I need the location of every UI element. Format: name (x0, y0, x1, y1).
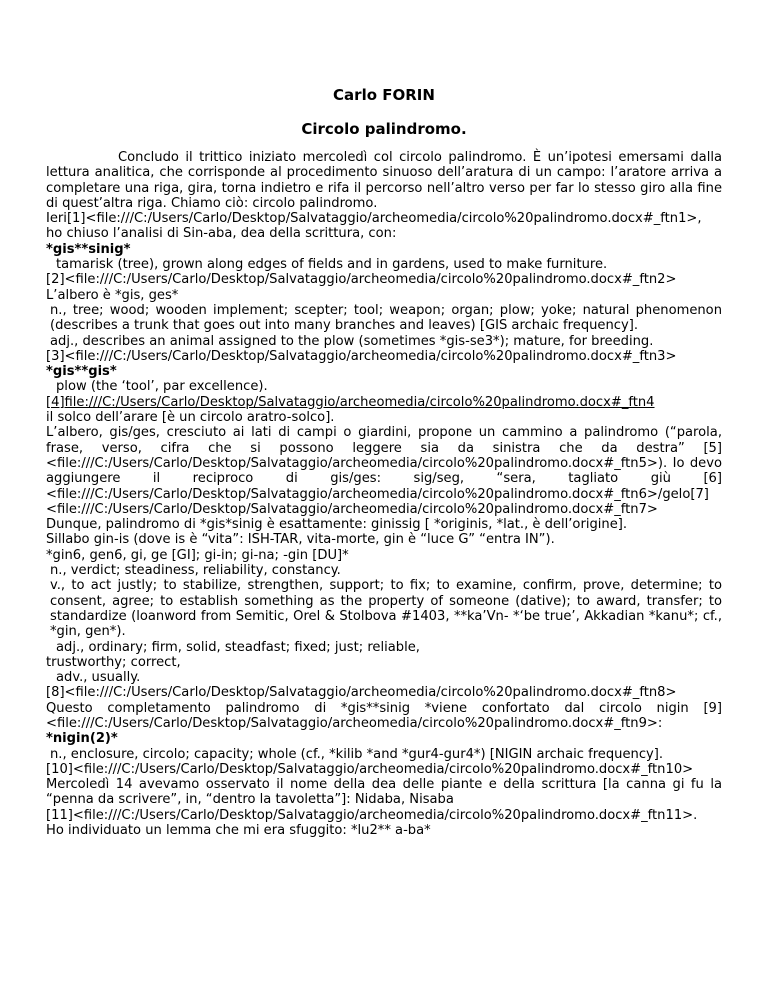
paragraph-palindromo: L’albero, gis/ges, cresciuto ai lati di campi o giardini, propone un cammino a palindromo (“parola, frase, verso, cifra che si possono leggere sia da sinistra che da destra” [5]<file:///C:/Users/Carlo/Desktop/Salvataggio/archeomedia/circolo%20palindromo.docx#_ftn5>). Io devo aggiungere il reciproco di gis/ges: sig/seg, “sera, tagliato giù [6]<file:///C:/Users/Carlo/Desktop/Salvataggio/archeomedia/circolo%20palindromo.docx#_ftn6>/gelo[7]<file:///C:/Users/Carlo/Desktop/Salvataggio/archeomedia/circolo%20palindromo.docx#_ftn7> (46, 425, 722, 517)
definition-line: n., verdict; steadiness, reliability, constancy. (50, 563, 341, 579)
lemma-heading: *nigin(2)* (46, 731, 118, 747)
paragraph-intro: Concludo il trittico iniziato mercoledì col circolo palindromo. È un’ipotesi emersami dalla lettura analitica, che corrisponde al procedimento sinuoso dell’aratura di un campo: l’aratore arriva a completare una riga, gira, torna indietro e rifa il percorso nell’altro verso per far lo stesso giro alla fine di quest’altra riga. Chiamo ciò: circolo palindromo. (46, 150, 722, 211)
paragraph-questo: Questo completamento palindromo di *gis**sinig *viene confortato dal circolo nigin [9]<file:///C:/Users/Carlo/Desktop/Salvataggio/archeomedia/circolo%20palindromo.docx#_ftn9>: (46, 700, 722, 731)
definition-line: adj., describes an animal assigned to the plow (sometimes *gis-se3*); mature, for breeding. (50, 333, 654, 349)
paragraph-ieri: Ieri[1]<file:///C:/Users/Carlo/Desktop/Salvataggio/archeomedia/circolo%20palindromo.docx#_ftn1>, ho chiuso l’analisi di Sin-aba, dea della scrittura, con: (46, 211, 702, 242)
lemma-heading: *gis**sinig* (46, 241, 131, 257)
footnote-link[interactable]: [4]file:///C:/Users/Carlo/Desktop/Salvataggio/archeomedia/circolo%20palindromo.docx#_ftn4 (46, 394, 655, 410)
document-title: Circolo palindromo. (301, 120, 467, 138)
footnote-ref[interactable]: [11]<file:///C:/Users/Carlo/Desktop/Salvataggio/archeomedia/circolo%20palindromo.docx#_ftn11>. (46, 807, 698, 823)
paragraph-sillabo: Sillabo gin-is (dove is è “vita”: ISH-TAR, vita-morte, gin è “luce G” “entra IN”). (46, 532, 555, 548)
lemma-heading: *gis**gis* (46, 364, 117, 380)
paragraph-dunque: Dunque, palindromo di *gis*sinig è esattamente: ginissig [ *originis, *lat., è dell’origine]. (46, 517, 628, 533)
author-heading: Carlo FORIN (333, 86, 435, 104)
footnote-ref[interactable]: [2]<file:///C:/Users/Carlo/Desktop/Salvataggio/archeomedia/circolo%20palindromo.docx#_ftn2> (46, 272, 677, 288)
paragraph-lemma: Ho individuato un lemma che mi era sfuggito: *lu2** a-ba* (46, 823, 431, 839)
definition-line: tamarisk (tree), grown along edges of fields and in gardens, used to make furniture. (56, 257, 608, 273)
definition-line: adv., usually. (56, 670, 141, 686)
footnote-ref[interactable]: [8]<file:///C:/Users/Carlo/Desktop/Salvataggio/archeomedia/circolo%20palindromo.docx#_ftn8> (46, 685, 677, 701)
footnote-ref[interactable]: [10]<file:///C:/Users/Carlo/Desktop/Salvataggio/archeomedia/circolo%20palindromo.docx#_ftn10> (46, 761, 694, 777)
lemma-line: *gin6, gen6, gi, ge [GI]; gi-in; gi-na; -gin [DU]* (46, 547, 349, 563)
definition-line: plow (the ‘tool’, par excellence). (56, 379, 268, 395)
definition-line: v., to act justly; to stabilize, strengthen, support; to fix; to examine, confirm, prove, determine; to consent, agree; to establish something as the property of someone (dative); to award, transfer; to standardize (loanword from Semitic, Orel & Stolbova #1403, **ka’Vn- *‘be true’, Akkadian *kanu*; cf., *gin, gen*). (50, 578, 722, 640)
paragraph-solco: il solco dell’arare [è un circolo aratro-solco]. (46, 410, 335, 426)
paragraph-mercoledi: Mercoledì 14 avevamo osservato il nome della dea delle piante e della scrittura [la canna gi fu la “penna da scrivere”, in, “dentro la tavoletta”]: Nidaba, Nisaba (46, 777, 722, 808)
definition-line: n., tree; wood; wooden implement; scepter; tool; weapon; organ; plow; yoke; natural phenomenon (describes a trunk that goes out into many branches and leaves) [GIS archaic frequency]. (50, 302, 722, 334)
paragraph-albero: L’albero è *gis, ges* (46, 287, 179, 303)
document-body (46, 150, 722, 838)
definition-line: n., enclosure, circolo; capacity; whole (cf., *kilib *and *gur4-gur4*) [NIGIN archaic frequency]. (50, 746, 664, 762)
definition-line: trustworthy; correct, (46, 654, 181, 670)
footnote-ref[interactable]: [3]<file:///C:/Users/Carlo/Desktop/Salvataggio/archeomedia/circolo%20palindromo.docx#_ftn3> (46, 348, 677, 364)
definition-line: adj., ordinary; firm, solid, steadfast; fixed; just; reliable, (56, 639, 420, 655)
